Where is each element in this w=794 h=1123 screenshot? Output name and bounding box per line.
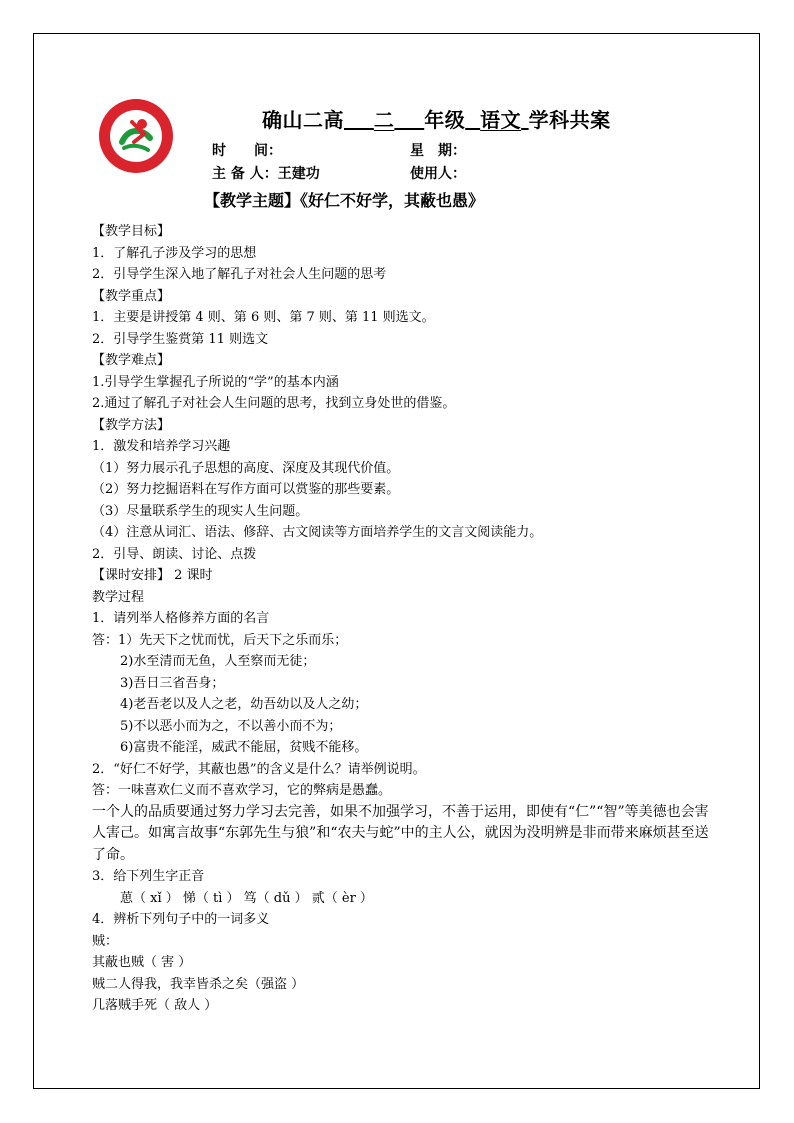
text-line: 2．“好仁不好学，其蔽也愚”的含义是什么？请举例说明。 [92,761,426,777]
text-line: 葸（ xǐ ） 悌（ tì ） 笃（ dǔ ） 贰（ èr ） [120,890,373,906]
text-line: 2.通过了解孔子对社会人生问题的思考，找到立身处世的借鉴。 [92,396,456,411]
text-line: （2）努力挖掘语料在写作方面可以赏鉴的那些要素。 [92,482,400,497]
text-line: 4)老吾老以及人之老，幼吾幼以及人之幼； [120,697,368,712]
text-line: 1．主要是讲授第 4 则、第 6 则、第 7 则、第 11 则选文。 [92,310,435,325]
text-line: 6)富贵不能淫，威武不能屈，贫贱不能移。 [120,740,368,755]
text-line: 1.引导学生掌握孔子所说的“学”的基本内涵 [92,374,339,390]
weekday-label: 星 期： [410,143,466,159]
text-line: 1．请列举人格修养方面的名言 [92,611,270,626]
time-label: 时 间： [212,143,282,159]
text-line: 2．引导学生深入地了解孔子对社会人生问题的思考 [92,267,387,282]
page-title: 确山二高 二 年级 语文 学科共案 [262,108,611,132]
lesson-content [92,221,732,1017]
section-heading: 【教学难点】 [92,353,171,368]
text-line: 2)水至清而无鱼，人至察而无徒； [120,654,316,669]
text-line: （4）注意从词汇、语法、修辞、古文阅读等方面培养学生的文言文阅读能力。 [92,525,543,540]
logo-inner-disc [110,110,162,162]
text-line: 3．给下列生字正音 [92,869,205,884]
text-line: 贼： [92,933,119,949]
text-line: 4．辨析下列句子中的一词多义 [92,912,270,927]
section-heading: 【教学方法】 [92,417,171,433]
text-line: 几落贼手死（ 敌人 ） [92,998,218,1013]
text-line: 1．了解孔子涉及学习的思想 [92,245,257,261]
text-line: 教学过程 [92,589,145,605]
text-line: （1）努力展示孔子思想的高度、深度及其现代价值。 [92,460,400,476]
text-line: 贼二人得我，我幸皆杀之矣（强盗 ） [92,976,305,992]
text-line: （3）尽量联系学生的现实人生问题。 [92,503,309,519]
section-heading: 【教学重点】 [92,288,171,304]
text-line: 答：1）先天下之忧而忧，后天下之乐而乐； [92,632,348,648]
text-line: 2．引导、朗读、讨论、点拨 [92,546,257,562]
preparer-label: 主 备 人：王建功 [212,166,320,182]
text-line: 3)吾日三省吾身； [120,675,225,691]
text-line: 5)不以恶小而为之，不以善小而不为； [120,718,342,734]
section-heading: 【课时安排】 2 课时 [92,568,213,583]
section-heading: 【教学目标】 [92,224,171,239]
text-line: 答：一味喜欢仁义而不喜欢学习，它的弊病是愚蠢。 [92,783,392,798]
lesson-topic: 【教学主题】《好仁不好学，其蔽也愚》 [204,191,485,210]
user-label: 使用人： [410,166,466,182]
subject-value: 语文 [480,108,522,132]
paragraph: 一个人的品质要通过努力学习去完善，如果不加强学习，不善于运用，即使有“仁”“智”等美德也会害人害己。如寓言故事“东郭先生与狼”和“农夫与蛇”中的主人公，就因为没明辨是非而带来麻烦甚至送了命。 [92,803,709,863]
text-line: 2．引导学生鉴赏第 11 则选文 [92,331,269,347]
grade-value: 二 [373,108,395,132]
text-line: 其蔽也贼（ 害 ） [92,955,192,970]
school-logo [98,98,174,174]
text-line: 1．激发和培养学习兴趣 [92,439,231,454]
